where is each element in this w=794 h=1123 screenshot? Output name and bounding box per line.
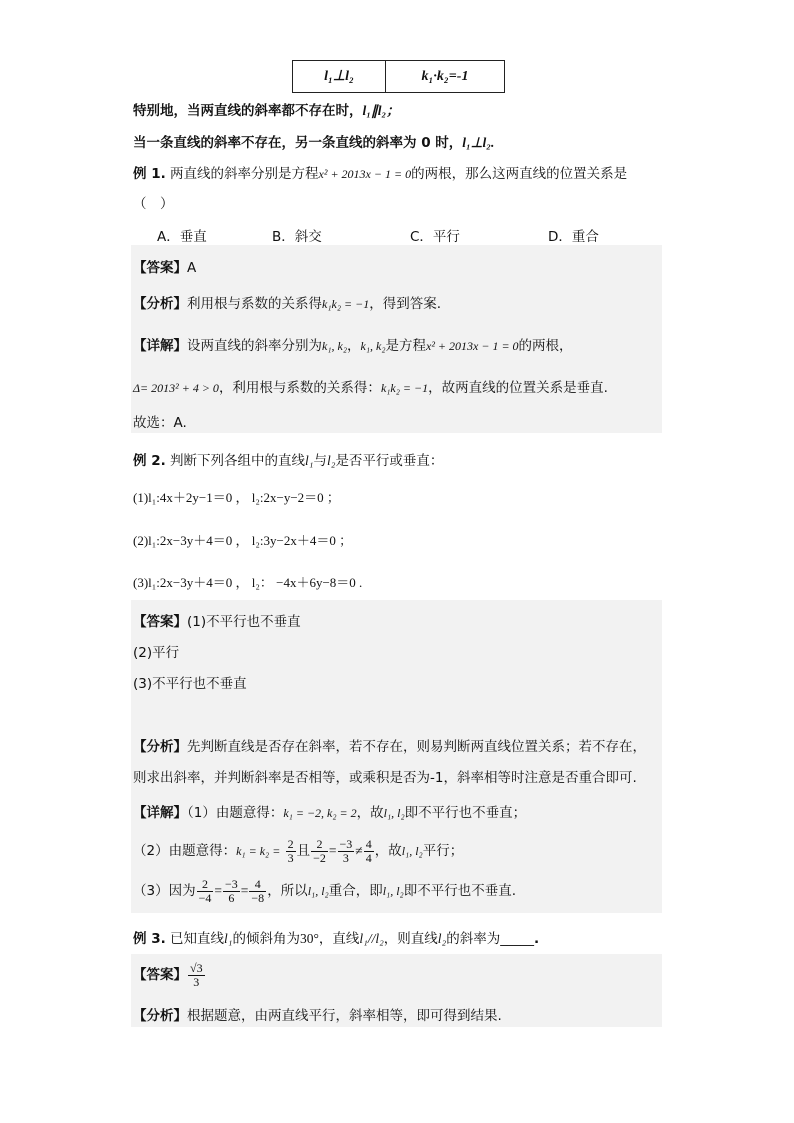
ex2-detail-3: （3）因为 $\frac{2}{-4}$ = $\frac{-3}{6}$ = $\frac{4}{-8}$ ，所以l₁, l₂重合，即l₁, l₂即不平行也不垂直. bbox=[133, 876, 517, 905]
fraction: $\frac{2}{3}$ bbox=[287, 836, 294, 865]
ex2-answer-1: 【答案】(1)不平行也不垂直 bbox=[133, 614, 301, 630]
fraction: $\frac{4}{4}$ bbox=[365, 836, 372, 865]
ex3-label: 例 3. bbox=[133, 931, 166, 947]
ex2-stem: 例 2. 判断下列各组中的直线l₁与l₂是否平行或垂直： bbox=[133, 453, 444, 469]
ex1-option-a: A．垂直 bbox=[157, 229, 207, 245]
relation-cell-left: l₁⊥l₂ bbox=[293, 61, 386, 93]
ex1-stem: 例 1. 两直线的斜率分别是方程x² + 2013x − 1 = 0的两根，那么这两直线的位置关系是 bbox=[133, 166, 628, 182]
ex1-detail-1: 【详解】设两直线的斜率分别为k₁, k₂，k₁, k₂是方程x² + 2013x − 1 = 0的两根， bbox=[133, 338, 573, 354]
ex2-detail-1: 【详解】（1）由题意得：k₁ = −2, k₂ = 2，故l₁, l₂即不平行也不垂直； bbox=[133, 805, 527, 821]
intro-line-1: 特别地，当两直线的斜率都不存在时，l₁∥l₂； bbox=[133, 103, 400, 119]
ex1-analysis: 【分析】利用根与系数的关系得k₁k₂ = −1，得到答案. bbox=[133, 296, 441, 312]
ex1-option-c: C．平行 bbox=[410, 229, 460, 245]
ex2-analysis-1: 【分析】先判断直线是否存在斜率，若不存在，则易判断两直线位置关系；若不存在， bbox=[133, 739, 646, 755]
fraction: $\frac{-3}{6}$ bbox=[225, 876, 238, 905]
answer-blank: _____ bbox=[500, 931, 534, 947]
ex3-stem: 例 3. 已知直线l₁的倾斜角为30°，直线l₁//l₂，则直线l₂的斜率为_____. bbox=[133, 931, 540, 947]
fraction: $\frac{2}{-2}$ bbox=[313, 836, 326, 865]
ex2-detail-2: （2）由题意得：k₁ = k₂ = $\frac{2}{3}$ 且 $\frac{2}{-2}$ = $\frac{-3}{3}$ ≠ $\frac{4}{4}$ ，故l₁, l₂平行； bbox=[133, 836, 464, 865]
fraction: $\frac{4}{-8}$ bbox=[251, 876, 265, 905]
relation-cell-right: k₁·k₂=-1 bbox=[386, 61, 505, 93]
ex2-label: 例 2. bbox=[133, 453, 166, 469]
ex1-paren: （ ） bbox=[133, 196, 174, 212]
ex2-answer-3: (3)不平行也不垂直 bbox=[133, 676, 247, 692]
fraction: $\frac{-3}{3}$ bbox=[339, 836, 353, 865]
ex2-item-3: (3)l₁:2x−3y＋4＝0 ， l₂： −4x＋6y−8＝0 . bbox=[133, 575, 363, 590]
ex2-analysis-2: 则求出斜率，并判断斜率是否相等，或乘积是否为-1，斜率相等时注意是否重合即可. bbox=[133, 770, 637, 786]
ex3-analysis: 【分析】根据题意，由两直线平行，斜率相等，即可得到结果. bbox=[133, 1008, 502, 1024]
ex1-detail-2: Δ= 2013² + 4 > 0，利用根与系数的关系得：k₁k₂ = −1，故两直线的位置关系是垂直. bbox=[133, 380, 608, 396]
ex2-item-1: (1)l₁:4x＋2y−1＝0 ， l₂:2x−y−2＝0 ； bbox=[133, 490, 340, 505]
ex1-choose: 故选：A. bbox=[133, 415, 187, 431]
ex3-answer: 【答案】 $\frac{√3}{3}$ bbox=[133, 960, 203, 989]
ex1-option-d: D．重合 bbox=[548, 229, 599, 245]
ex1-label: 例 1. bbox=[133, 166, 166, 182]
ex2-answer-2: (2)平行 bbox=[133, 645, 180, 661]
ex2-item-2: (2)l₁:2x−3y＋4＝0 ， l₂:3y−2x＋4＝0 ； bbox=[133, 533, 353, 548]
ex1-option-b: B．斜交 bbox=[272, 229, 322, 245]
fraction: $\frac{√3}{3}$ bbox=[190, 960, 203, 989]
fraction: $\frac{2}{-4}$ bbox=[198, 876, 212, 905]
ex1-answer: 【答案】A bbox=[133, 260, 197, 276]
relation-table bbox=[292, 60, 505, 93]
intro-line-2: 当一条直线的斜率不存在，另一条直线的斜率为 0 时，l₁⊥l₂. bbox=[133, 135, 495, 151]
